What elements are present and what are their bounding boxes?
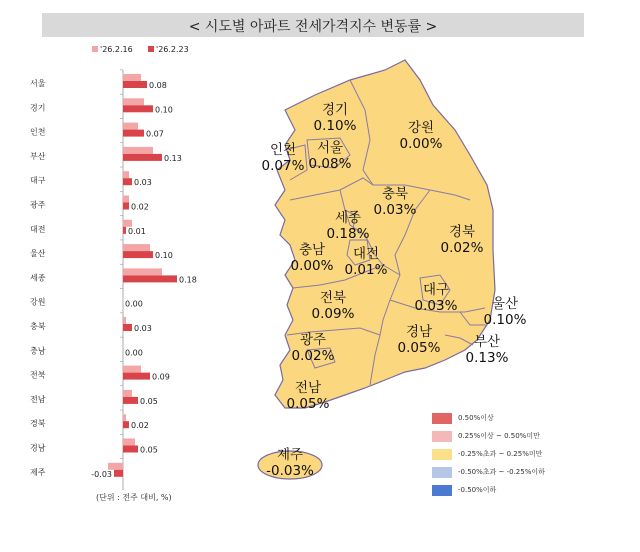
category-label: 대전 [30, 224, 46, 234]
bar-prev [123, 244, 150, 251]
category-label: 인천 [30, 127, 46, 137]
data-label: 0.00 [125, 348, 143, 358]
bar-curr [123, 130, 144, 137]
chart-title: < 시도별 아파트 전세가격지수 변동률 > [188, 19, 438, 35]
bar-prev [123, 414, 126, 421]
category-label: 울산 [30, 249, 46, 259]
bar-prev [123, 317, 126, 324]
bar-curr [123, 178, 132, 185]
category-label: 경남 [30, 443, 46, 453]
region-label-jeonbuk: 전북 0.09% [311, 290, 355, 322]
data-label: 0.13 [164, 153, 182, 163]
bar-curr [123, 227, 126, 234]
data-label: 0.05 [140, 445, 158, 455]
title-bar [42, 13, 584, 37]
category-label: 전북 [30, 370, 46, 380]
data-label: 0.02 [131, 421, 149, 431]
bar-prev [123, 196, 129, 203]
data-label: 0.03 [134, 324, 152, 333]
region-label-ulsan: 울산 0.10% [483, 296, 527, 328]
bar-curr [123, 105, 153, 112]
data-label: 0.01 [128, 226, 146, 236]
region-label-gyeongbuk: 경북 0.02% [440, 224, 484, 256]
region-label-gyeongnam: 경남 0.05% [397, 324, 441, 356]
region-label-chungnam: 충남 0.00% [290, 242, 334, 274]
category-label: 전남 [30, 394, 46, 404]
region-label-busan: 부산 0.13% [465, 334, 509, 366]
bar-curr [123, 324, 132, 331]
bar-curr [114, 470, 123, 477]
bar-prev [123, 123, 138, 130]
data-label: 0.18 [179, 275, 197, 285]
category-label: 충북 [30, 322, 46, 331]
region-label-sejong: 세종 0.18% [326, 210, 370, 242]
legend-label: 0.50%이상 [458, 414, 494, 422]
data-label: 0.00 [125, 299, 143, 309]
bar-curr [123, 421, 129, 428]
region-label-gangwon: 강원 0.00% [399, 120, 443, 152]
bar-curr [123, 81, 147, 88]
bar-prev [123, 268, 162, 275]
region-label-daejeon: 대전 0.01% [344, 246, 388, 278]
region-label-jeonnam: 전남 0.05% [286, 380, 330, 412]
bar-prev [123, 390, 132, 397]
bar-prev [123, 366, 141, 373]
bar-curr [123, 251, 153, 258]
bar-prev [123, 439, 135, 446]
legend-swatch [432, 431, 452, 442]
data-label: 0.10 [155, 105, 173, 115]
data-label: 0.10 [155, 251, 173, 261]
bar-prev [123, 147, 153, 154]
unit-note: (단위 : 전주 대비, %) [96, 493, 172, 502]
bar-prev [123, 171, 129, 178]
category-label: 경북 [30, 419, 46, 429]
bar-curr [123, 203, 129, 210]
region-label-daegu: 대구 0.03% [414, 282, 458, 314]
category-label: 경기 [30, 103, 46, 113]
legend-label: 0.25%이상 ~ 0.50%미만 [458, 432, 540, 440]
legend-label: '26.2.16 [100, 45, 133, 54]
category-label: 세종 [30, 273, 46, 283]
bar-curr [123, 275, 177, 282]
category-label: 광주 [30, 200, 46, 210]
legend-label: '26.2.23 [156, 45, 189, 54]
category-label: 강원 [30, 297, 46, 307]
bar-prev [123, 220, 132, 227]
bar-prev [123, 74, 141, 81]
region-label-gyeonggi: 경기 0.10% [313, 102, 357, 134]
bar-curr [123, 373, 150, 380]
legend-label: -0.50%이하 [458, 486, 497, 494]
data-label: -0.03 [91, 469, 112, 479]
legend-swatch [432, 449, 452, 460]
category-label: 서울 [30, 79, 46, 88]
data-label: 0.09 [152, 372, 170, 382]
region-label-chungbuk: 충북 0.03% [373, 186, 417, 218]
bar-curr [123, 446, 138, 453]
bar-chart [0, 40, 240, 490]
data-label: 0.08 [149, 81, 167, 90]
category-label: 충남 [30, 346, 46, 356]
region-label-incheon: 인천 0.07% [261, 142, 305, 174]
category-label: 제주 [30, 467, 46, 477]
legend-swatch [148, 46, 154, 52]
category-label: 대구 [30, 176, 46, 186]
bar-prev [123, 98, 144, 105]
category-label: 부산 [30, 151, 46, 161]
bar-prev [108, 463, 123, 470]
data-label: 0.02 [131, 202, 149, 212]
data-label: 0.03 [134, 178, 152, 188]
data-label: 0.05 [140, 396, 158, 406]
data-label: 0.07 [146, 129, 164, 139]
legend-label: -0.50%초과 ~ -0.25%이하 [458, 468, 545, 476]
region-label-seoul: 서울 0.08% [308, 140, 352, 172]
legend-swatch [432, 413, 452, 424]
region-label-gwangju: 광주 0.02% [291, 332, 335, 364]
bar-curr [123, 154, 162, 161]
region-label-jeju: 제주 -0.03% [266, 447, 314, 479]
bar-curr [123, 397, 138, 404]
legend-label: -0.25%초과 ~ 0.25%미만 [458, 450, 543, 458]
legend-swatch [432, 485, 452, 496]
legend-swatch [92, 46, 98, 52]
legend-swatch [432, 467, 452, 478]
